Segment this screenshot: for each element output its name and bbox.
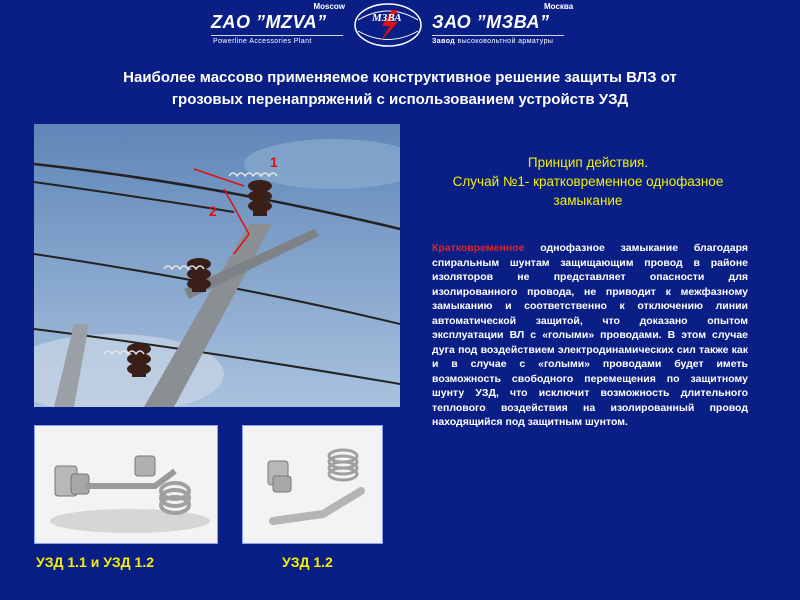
emblem-label: МЗВА	[372, 12, 402, 24]
header	[0, 0, 800, 52]
description-body: однофазное замыкание благодаря спиральным шунтам защищающим провод в районе изоляторов не представляет опасности для изолированного провода, не приводит к межфазному замыканию и соответственно к отключению линии автоматической защитой, что доказано опытом эксплуатации ВЛ с «голыми» проводами. В этом случае дуга под воздействием электродинамических сил также как и в случае с «голыми» проводами будет иметь возможность свободного перемещения по защитному шунту УЗД, что исключит возможность длительного теплового воздействия на изолированный провод находящийся под защитным шунтом.	[432, 242, 748, 428]
marker-1: 1	[270, 154, 278, 170]
title-line-2: грозовых перенапряжений с использованием устройств УЗД	[171, 91, 629, 108]
logo-brand-ru: ЗАО ”МЗВА”	[432, 12, 550, 32]
company-emblem-icon	[352, 2, 424, 48]
logo-rule	[432, 35, 564, 36]
logo-subtitle-en: Powerline Accessories Plant	[213, 38, 312, 45]
caption-uzd-1-2: УЗД 1.2	[282, 554, 333, 570]
principle-line-3: замыкание	[553, 193, 623, 208]
product-photo-uzd-1-1-1-2	[34, 425, 218, 544]
logo-subtitle-ru-rest: высоковольтной арматуры	[457, 38, 554, 45]
slide-title	[40, 67, 760, 111]
product-photo-uzd-1-2	[242, 425, 383, 544]
powerline-photo	[34, 124, 400, 407]
title-line-1: Наиболее массово применяемое конструктивное решение защиты ВЛЗ от	[123, 69, 677, 86]
principle-line-1: Принцип действия.	[527, 155, 649, 170]
product-illustration-2	[243, 426, 382, 543]
logo-subtitle-ru	[432, 38, 553, 45]
logo-rule	[211, 35, 343, 36]
logo-city-en: Moscow	[313, 2, 345, 11]
product-illustration-1	[35, 426, 217, 543]
principle-heading	[410, 153, 766, 210]
description-highlight: Кратковременное	[432, 242, 525, 254]
caption-uzd-1-1-1-2: УЗД 1.1 и УЗД 1.2	[36, 554, 154, 570]
powerline-illustration	[34, 124, 400, 407]
logo-brand-en: ZAO ”MZVA”	[211, 12, 327, 32]
description-text	[432, 241, 748, 430]
logo-subtitle-ru-bold: Завод	[432, 38, 456, 45]
logo-city-ru: Москва	[544, 2, 574, 11]
principle-line-2: Случай №1- кратковременное однофазное	[452, 174, 724, 189]
marker-2: 2	[209, 203, 217, 219]
